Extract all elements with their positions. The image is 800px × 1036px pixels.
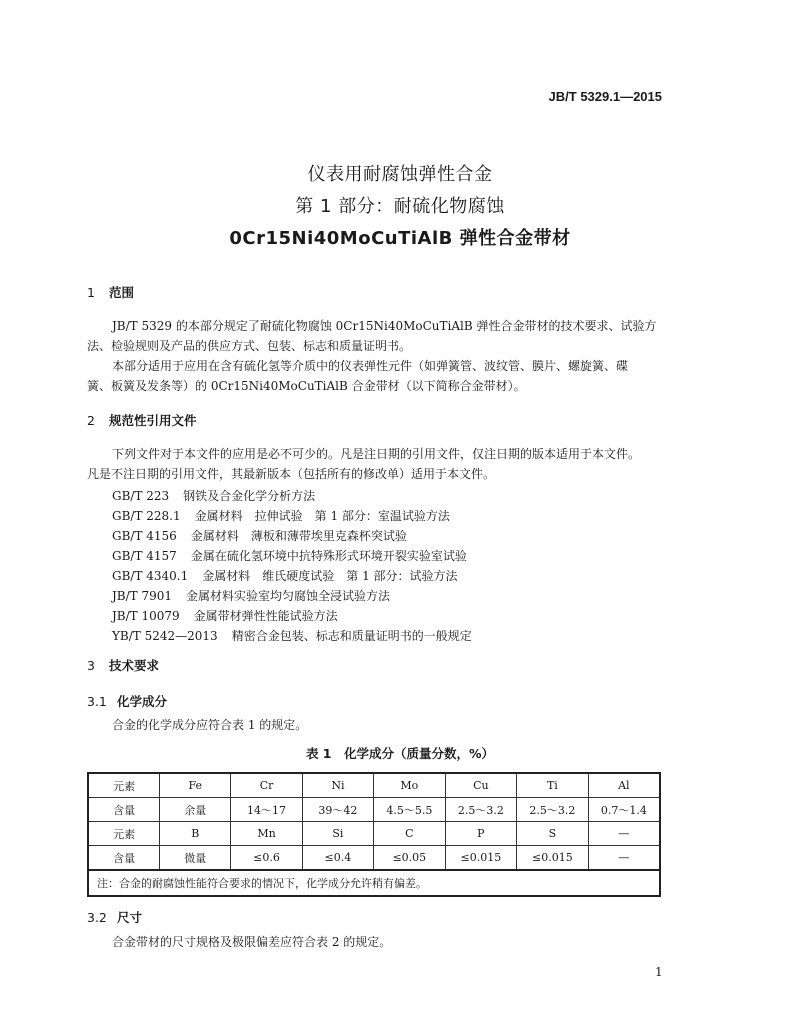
section-number: 3.2 xyxy=(87,910,107,925)
document-title-line3: 0Cr15Ni40MoCuTiAlB 弹性合金带材 xyxy=(229,228,571,249)
table-cell: C xyxy=(374,822,445,846)
reference-item xyxy=(112,547,467,564)
table-cell: ≤0.015 xyxy=(517,846,589,871)
normative-intro-line1: 下列文件对于本文件的应用是必不可少的。凡是注日期的引用文件，仅注日期的版本适用于本文件。 xyxy=(112,447,641,461)
section-title: 规范性引用文件 xyxy=(109,413,197,428)
page-number: 1 xyxy=(655,965,663,979)
reference-title: 精密合金包装、标志和质量证明书的一般规定 xyxy=(231,629,472,643)
scope-paragraph-2-line2: 簧、板簧及发条等）的 0Cr15Ni40MoCuTiAlB 合金带材（以下简称合金带材）。 xyxy=(87,379,526,393)
reference-code: GB/T 223 xyxy=(112,489,170,503)
table-row xyxy=(88,822,660,846)
reference-title: 钢铁及合金化学分析方法 xyxy=(183,489,316,503)
reference-code: GB/T 228.1 xyxy=(112,509,181,523)
table-note-row xyxy=(88,870,660,896)
table-cell: 2.5～3.2 xyxy=(445,798,517,822)
section-3-heading xyxy=(87,656,159,674)
chemical-composition-text: 合金的化学成分应符合表 1 的规定。 xyxy=(112,718,308,732)
section-number: 3 xyxy=(87,658,95,673)
section-2-heading xyxy=(87,411,197,429)
table-cell: B xyxy=(160,822,231,846)
section-title: 尺寸 xyxy=(117,910,143,925)
section-3-1-heading xyxy=(87,692,167,710)
table-cell: 39～42 xyxy=(302,798,373,822)
reference-code: JB/T 7901 xyxy=(112,589,173,603)
section-number: 2 xyxy=(87,413,95,428)
reference-item xyxy=(112,587,390,604)
table-row xyxy=(88,846,660,871)
reference-code: GB/T 4157 xyxy=(112,549,177,563)
table-cell: Mo xyxy=(374,773,445,798)
table-cell: — xyxy=(588,822,660,846)
reference-item xyxy=(112,567,458,584)
section-title: 技术要求 xyxy=(109,658,160,673)
table-cell: Al xyxy=(588,773,660,798)
reference-title: 金属材料 薄板和薄带埃里克森杯突试验 xyxy=(190,529,407,543)
table-cell: 元素 xyxy=(88,773,160,798)
table-cell: 含量 xyxy=(88,846,160,871)
section-1-heading xyxy=(87,283,134,301)
table-cell: P xyxy=(445,822,517,846)
standard-code: JB/T 5329.1—2015 xyxy=(548,89,662,104)
document-title-line1: 仪表用耐腐蚀弹性合金 xyxy=(307,164,493,185)
table-note: 注：合金的耐腐蚀性能符合要求的情况下，化学成分允许稍有偏差。 xyxy=(88,870,660,896)
table-1-caption: 表 1 化学成分（质量分数，%） xyxy=(305,746,495,761)
reference-code: YB/T 5242—2013 xyxy=(112,629,218,643)
table-cell: ≤0.05 xyxy=(374,846,445,871)
reference-title: 金属带材弹性性能试验方法 xyxy=(193,609,338,623)
reference-item xyxy=(112,627,472,644)
table-cell: 微量 xyxy=(160,846,231,871)
table-row xyxy=(88,773,660,798)
table-cell: 14～17 xyxy=(231,798,302,822)
table-cell: 0.7～1.4 xyxy=(588,798,660,822)
reference-item xyxy=(112,487,315,504)
table-row xyxy=(88,798,660,822)
table-cell: S xyxy=(517,822,589,846)
reference-title: 金属材料实验室均匀腐蚀全浸试验方法 xyxy=(186,589,391,603)
reference-item xyxy=(112,607,338,624)
section-3-2-heading xyxy=(87,908,142,926)
chemical-composition-table xyxy=(87,772,661,897)
section-title: 化学成分 xyxy=(117,694,168,709)
document-title-line2: 第 1 部分：耐硫化物腐蚀 xyxy=(295,196,505,217)
table-cell: 4.5～5.5 xyxy=(374,798,445,822)
scope-paragraph-2-line1: 本部分适用于应用在含有硫化氢等介质中的仪表弹性元件（如弹簧管、波纹管、膜片、螺旋簧、碟 xyxy=(112,359,629,373)
table-cell: Si xyxy=(302,822,373,846)
table-cell: Ni xyxy=(302,773,373,798)
table-cell: ≤0.6 xyxy=(231,846,302,871)
reference-item xyxy=(112,507,450,524)
table-cell: Cu xyxy=(445,773,517,798)
scope-paragraph-1-line1: JB/T 5329 的本部分规定了耐硫化物腐蚀 0Cr15Ni40MoCuTiAlB 弹性合金带材的技术要求、试验方 xyxy=(112,319,657,333)
table-cell: 含量 xyxy=(88,798,160,822)
reference-item xyxy=(112,527,407,544)
section-number: 3.1 xyxy=(87,694,107,709)
table-cell: Ti xyxy=(517,773,589,798)
reference-code: GB/T 4340.1 xyxy=(112,569,189,583)
reference-code: GB/T 4156 xyxy=(112,529,177,543)
section-number: 1 xyxy=(87,285,95,300)
table-cell: 2.5～3.2 xyxy=(517,798,589,822)
table-cell: Mn xyxy=(231,822,302,846)
reference-title: 金属材料 维氏硬度试验 第 1 部分：试验方法 xyxy=(202,569,458,583)
table-cell: — xyxy=(588,846,660,871)
table-cell: Cr xyxy=(231,773,302,798)
reference-code: JB/T 10079 xyxy=(112,609,180,623)
table-cell: 元素 xyxy=(88,822,160,846)
normative-intro-line2: 凡是不注日期的引用文件，其最新版本（包括所有的修改单）适用于本文件。 xyxy=(87,467,496,481)
reference-title: 金属材料 拉伸试验 第 1 部分：室温试验方法 xyxy=(194,509,450,523)
reference-title: 金属在硫化氢环境中抗特殊形式环境开裂实验室试验 xyxy=(190,549,467,563)
scope-paragraph-1-line2: 法、检验规则及产品的供应方式、包装、标志和质量证明书。 xyxy=(87,339,412,353)
table-cell: Fe xyxy=(160,773,231,798)
dimensions-text: 合金带材的尺寸规格及极限偏差应符合表 2 的规定。 xyxy=(112,935,392,949)
table-cell: ≤0.4 xyxy=(302,846,373,871)
section-title: 范围 xyxy=(109,285,135,300)
table-cell: 余量 xyxy=(160,798,231,822)
table-cell: ≤0.015 xyxy=(445,846,517,871)
